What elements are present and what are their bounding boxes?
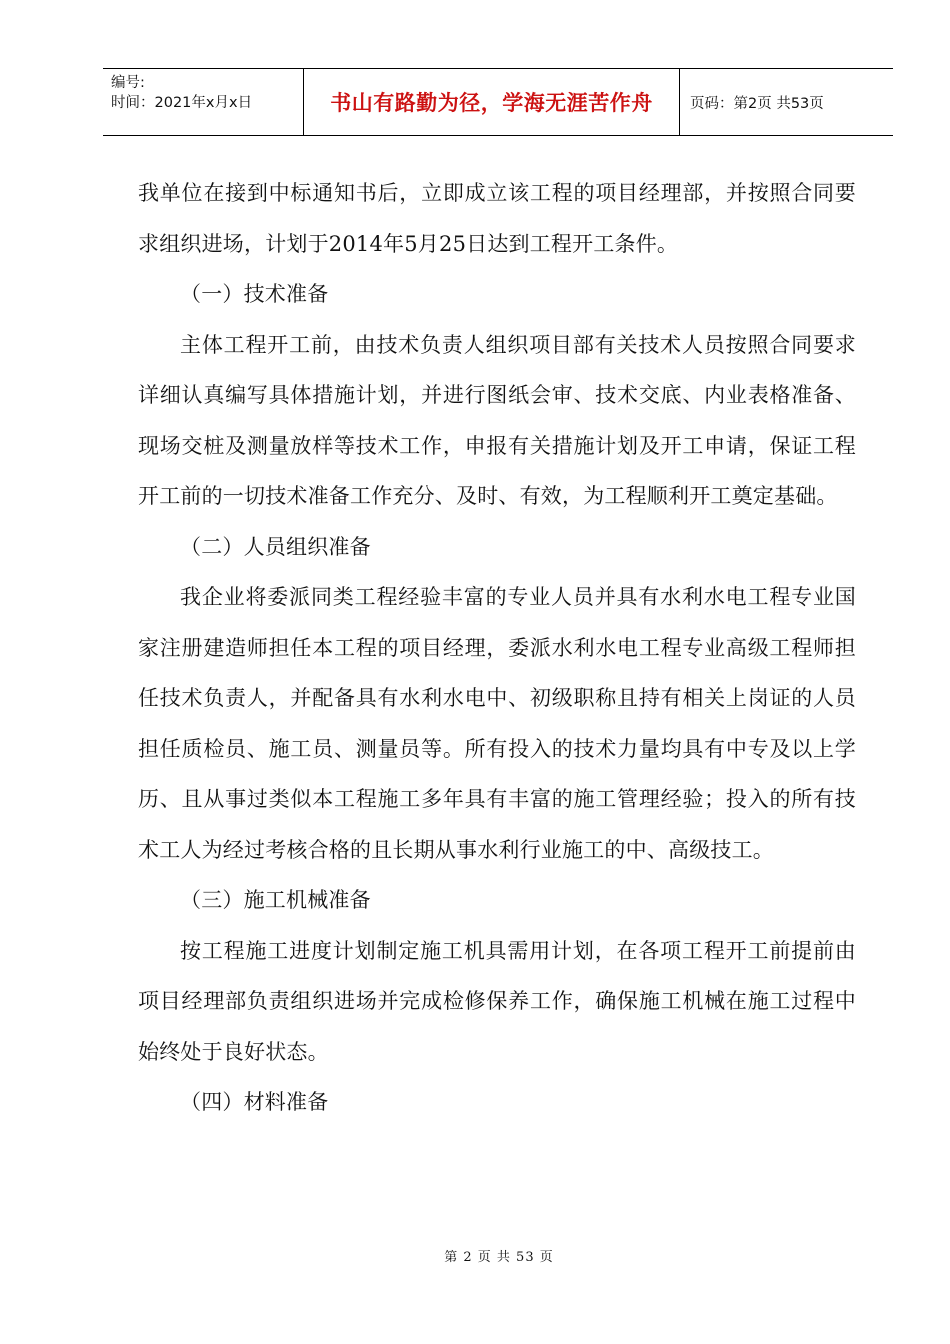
header-page-info: 页码：第2页 共53页 xyxy=(690,95,824,112)
section-heading-machinery: （三）施工机械准备 xyxy=(180,888,371,912)
paragraph-intro: 我单位在接到中标通知书后，立即成立该工程的项目经理部，并按照合同要求组织进场，计划于2014年5月25日达到工程开工条件。 xyxy=(138,181,856,256)
header-slogan: 书山有路勤为径，学海无涯苦作舟 xyxy=(304,69,680,135)
page-footer: 第 2 页 共 53 页 xyxy=(444,1250,554,1265)
paragraph-technical: 主体工程开工前，由技术负责人组织项目部有关技术人员按照合同要求详细认真编写具体措施计划，并进行图纸会审、技术交底、内业表格准备、现场交桩及测量放样等技术工作，申报有关措施计划及开工申请，保证工程开工前的一切技术准备工作充分、及时、有效，为工程顺利开工奠定基础。 xyxy=(138,332,856,508)
document-number-label: 编号: xyxy=(111,75,145,91)
header-meta xyxy=(103,69,304,135)
paragraph-machinery: 按工程施工进度计划制定施工机具需用计划，在各项工程开工前提前由项目经理部负责组织进场并完成检修保养工作，确保施工机械在施工过程中始终处于良好状态。 xyxy=(138,938,856,1064)
document-time-label: 时间：2021年x月x日 xyxy=(111,95,253,111)
document-body xyxy=(138,168,856,1128)
section-heading-technical: （一）技术准备 xyxy=(180,282,329,306)
page-header xyxy=(103,68,893,136)
section-heading-materials: （四）材料准备 xyxy=(180,1090,329,1114)
paragraph-personnel: 我企业将委派同类工程经验丰富的专业人员并具有水利水电工程专业国家注册建造师担任本工程的项目经理，委派水利水电工程专业高级工程师担任技术负责人，并配备具有水利水电中、初级职称且持有相关上岗证的人员担任质检员、施工员、测量员等。所有投入的技术力量均具有中专及以上学历、且从事过类似本工程施工多年具有丰富的施工管理经验；投入的所有技术工人为经过考核合格的且长期从事水利行业施工的中、高级技工。 xyxy=(138,585,856,862)
section-heading-personnel: （二）人员组织准备 xyxy=(180,534,371,559)
